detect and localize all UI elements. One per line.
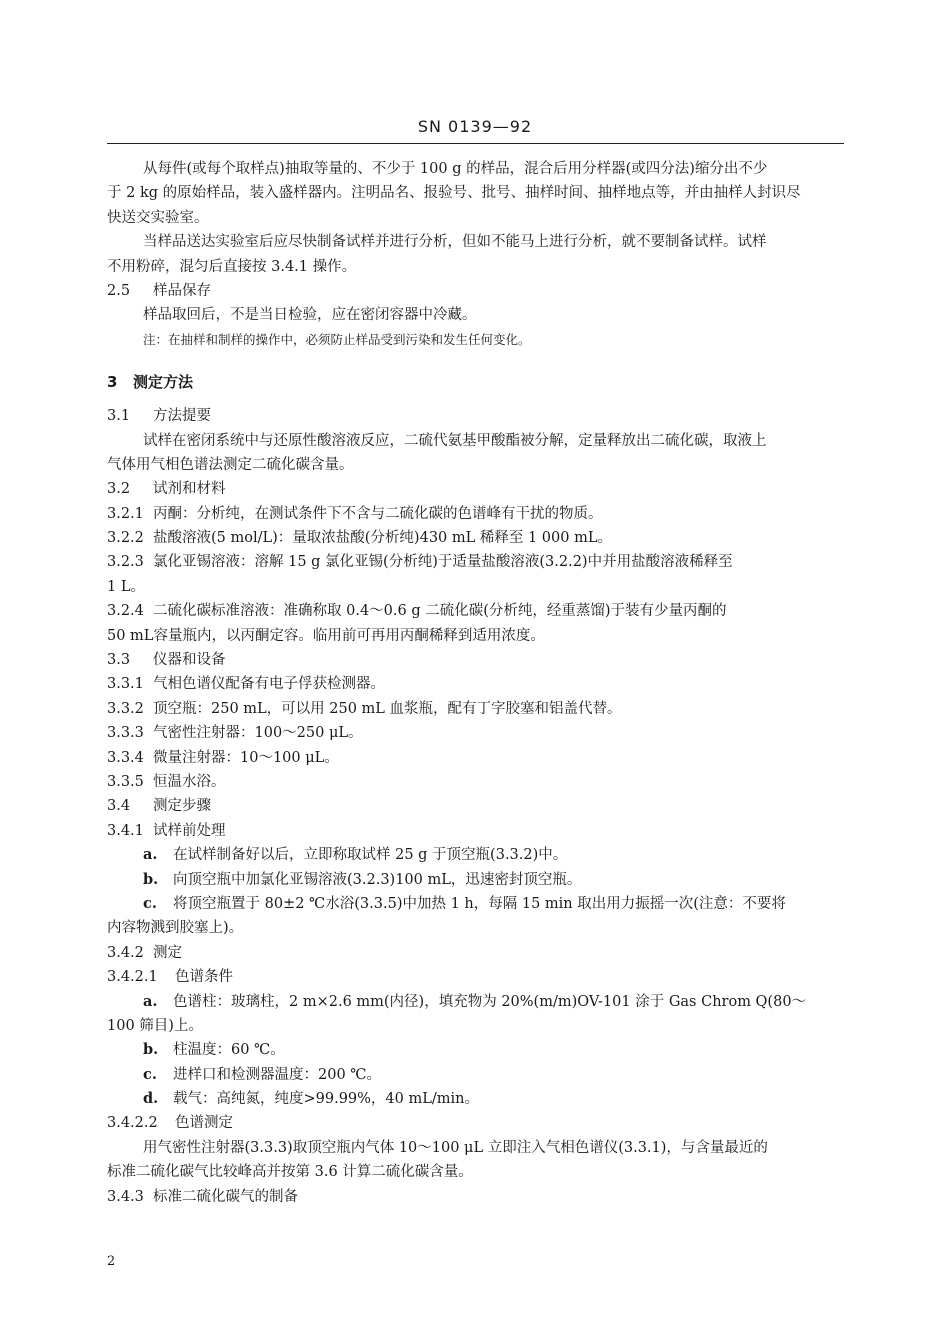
- clause-text: 二硫化碳标准溶液：准确称取 0.4～0.6 g 二硫化碳(分析纯，经重蒸馏)于装有少量丙酮的: [153, 603, 727, 620]
- paragraph-line: [107, 575, 843, 599]
- list-item-label: a.: [143, 992, 158, 1010]
- section-title: 测定方法: [133, 373, 194, 392]
- page-number: 2: [107, 1254, 116, 1269]
- clause-text: 氯化亚锡溶液：溶解 15 g 氯化亚锡(分析纯)于适量盐酸溶液(3.2.2)中并用盐酸溶液稀释至: [153, 554, 733, 571]
- clause-text: 盐酸溶液(5 mol/L)：量取浓盐酸(分析纯)430 mL 稀释至 1 000 mL。: [153, 530, 612, 547]
- list-item: [107, 1063, 843, 1087]
- clause-text: 仪器和设备: [153, 652, 226, 669]
- list-item: [107, 868, 843, 892]
- list-item-text: 柱温度：60 ℃。: [173, 1042, 285, 1059]
- list-item-label: c.: [143, 894, 157, 912]
- list-item-text: 载气：高纯氮，纯度>99.99%，40 mL/min。: [173, 1091, 479, 1108]
- paragraph-line: [107, 916, 843, 940]
- paragraph-line: [107, 1160, 843, 1184]
- clause-text: 丙酮：分析纯，在测试条件下不含与二硫化碳的色谱峰有干扰的物质。: [153, 505, 603, 522]
- line-text: 内容物溅到胶塞上)。: [107, 920, 244, 937]
- clause-line: [107, 819, 843, 843]
- body-text: [107, 157, 843, 1209]
- list-item-label: c.: [143, 1065, 157, 1083]
- clause-line: [107, 1111, 843, 1135]
- clause-line: [107, 648, 843, 672]
- paragraph-line: [107, 1014, 843, 1038]
- section-gap: [107, 352, 843, 364]
- section-number: 3: [107, 373, 118, 392]
- clause-number: 3.2.3: [107, 554, 144, 571]
- clause-number: 3.3.2: [107, 700, 144, 717]
- line-text: 快送交实验室。: [107, 209, 209, 226]
- clause-line: [107, 526, 843, 550]
- clause-text: 气相色谱仪配备有电子俘获检测器。: [153, 676, 385, 693]
- section-heading: [107, 364, 843, 400]
- clause-line: [107, 599, 843, 623]
- clause-number: 3.3.5: [107, 773, 144, 790]
- list-item-text: 向顶空瓶中加氯化亚锡溶液(3.2.3)100 mL，迅速密封顶空瓶。: [173, 871, 582, 888]
- list-item-label: d.: [143, 1090, 159, 1108]
- list-item-text: 将顶空瓶置于 80±2 ℃水浴(3.3.5)中加热 1 h，每隔 15 min 取出用力振摇一次(注意：不要将: [173, 895, 786, 912]
- clause-number: 3.2.4: [107, 603, 144, 620]
- line-text: 100 筛目)上。: [107, 1017, 203, 1034]
- paragraph-line: [107, 157, 843, 181]
- list-item-label: a.: [143, 846, 158, 864]
- clause-text: 微量注射器：10～100 μL。: [153, 749, 339, 766]
- clause-number: 3.4.1: [107, 822, 144, 839]
- line-text: 试样在密闭系统中与还原性酸溶液反应，二硫代氨基甲酸酯被分解，定量释放出二硫化碳，取液上: [143, 432, 767, 449]
- clause-number: 2.5: [107, 282, 131, 299]
- line-text: 当样品送达实验室后应尽快制备试样并进行分析，但如不能马上进行分析，就不要制备试样。试样: [143, 234, 767, 251]
- clause-line: [107, 550, 843, 574]
- clause-text: 试剂和材料: [153, 481, 226, 498]
- paragraph-line: [107, 429, 843, 453]
- clause-line: [107, 404, 843, 428]
- clause-line: [107, 721, 843, 745]
- clause-number: 3.1: [107, 408, 131, 425]
- clause-number: 3.4: [107, 798, 131, 815]
- paragraph-line: [107, 255, 843, 279]
- clause-line: [107, 746, 843, 770]
- line-text: 不用粉碎，混匀后直接按 3.4.1 操作。: [107, 258, 357, 275]
- list-item: [107, 1087, 843, 1111]
- clause-number: 3.2.1: [107, 505, 144, 522]
- clause-number: 3.4.2.1: [107, 969, 158, 986]
- header-rule: [107, 143, 844, 144]
- list-item: [107, 1038, 843, 1062]
- clause-line: [107, 770, 843, 794]
- clause-line: [107, 697, 843, 721]
- list-item-label: b.: [143, 1041, 159, 1059]
- clause-line: [107, 279, 843, 303]
- clause-number: 3.3: [107, 652, 131, 669]
- clause-line: [107, 794, 843, 818]
- clause-text: 色谱条件: [175, 969, 233, 986]
- list-item-text: 进样口和检测器温度：200 ℃。: [173, 1066, 382, 1083]
- note-text: 注：在抽样和制样的操作中，必须防止样品受到污染和发生任何变化。: [143, 331, 531, 347]
- page-header-standard-code: SN 0139—92: [417, 117, 533, 136]
- line-text: 于 2 kg 的原始样品，装入盛样器内。注明品名、报验号、批号、抽样时间、抽样地点等，并由抽样人封识尽: [107, 185, 801, 202]
- clause-number: 3.4.2.2: [107, 1115, 158, 1132]
- clause-number: 3.2.2: [107, 530, 144, 547]
- paragraph-line: [107, 230, 843, 254]
- clause-text: 色谱测定: [175, 1115, 233, 1132]
- clause-text: 测定步骤: [153, 798, 211, 815]
- clause-number: 3.2: [107, 481, 131, 498]
- clause-line: [107, 941, 843, 965]
- clause-number: 3.3.4: [107, 749, 144, 766]
- paragraph-line: [107, 624, 843, 648]
- list-item-text: 色谱柱：玻璃柱，2 m×2.6 mm(内径)，填充物为 20%(m/m)OV-101 涂于 Gas Chrom Q(80～: [173, 993, 807, 1010]
- list-item-label: b.: [143, 870, 159, 888]
- clause-number: 3.4.3: [107, 1188, 144, 1205]
- list-item: [107, 843, 843, 867]
- line-text: 1 L。: [107, 578, 145, 595]
- clause-line: [107, 502, 843, 526]
- line-text: 用气密性注射器(3.3.3)取顶空瓶内气体 10～100 μL 立即注入气相色谱仪(3.3.1)，与含量最近的: [143, 1139, 768, 1156]
- line-text: 标准二硫化碳气比较峰高并按第 3.6 计算二硫化碳含量。: [107, 1164, 473, 1181]
- line-text: 样品取回后，不是当日检验，应在密闭容器中冷藏。: [143, 307, 477, 324]
- clause-number: 3.3.1: [107, 676, 144, 693]
- paragraph-line: [107, 1136, 843, 1160]
- clause-text: 试样前处理: [153, 822, 226, 839]
- clause-text: 恒温水浴。: [153, 773, 226, 790]
- clause-text: 气密性注射器：100～250 μL。: [153, 725, 363, 742]
- paragraph-line: [107, 181, 843, 205]
- paragraph-line: [107, 206, 843, 230]
- list-item-text: 在试样制备好以后，立即称取试样 25 g 于顶空瓶(3.3.2)中。: [173, 847, 568, 864]
- clause-number: 3.3.3: [107, 725, 144, 742]
- line-text: 从每件(或每个取样点)抽取等量的、不少于 100 g 的样品，混合后用分样器(或四分法)缩分出不少: [143, 161, 768, 177]
- line-text: 50 mL容量瓶内，以丙酮定容。临用前可再用丙酮稀释到适用浓度。: [107, 627, 545, 644]
- clause-line: [107, 1185, 843, 1209]
- clause-number: 3.4.2: [107, 944, 144, 961]
- line-text: 气体用气相色谱法测定二硫化碳含量。: [107, 456, 354, 473]
- list-item: [107, 892, 843, 916]
- paragraph-line: [107, 453, 843, 477]
- clause-text: 顶空瓶：250 mL，可以用 250 mL 血浆瓶，配有丁字胶塞和铝盖代替。: [153, 700, 622, 717]
- list-item: [107, 990, 843, 1014]
- clause-line: [107, 477, 843, 501]
- clause-text: 测定: [153, 944, 182, 961]
- clause-text: 方法提要: [153, 408, 211, 425]
- clause-line: [107, 965, 843, 989]
- note-line: [107, 328, 843, 352]
- clause-line: [107, 672, 843, 696]
- clause-text: 标准二硫化碳气的制备: [153, 1188, 298, 1205]
- paragraph-line: [107, 303, 843, 327]
- clause-text: 样品保存: [153, 282, 211, 299]
